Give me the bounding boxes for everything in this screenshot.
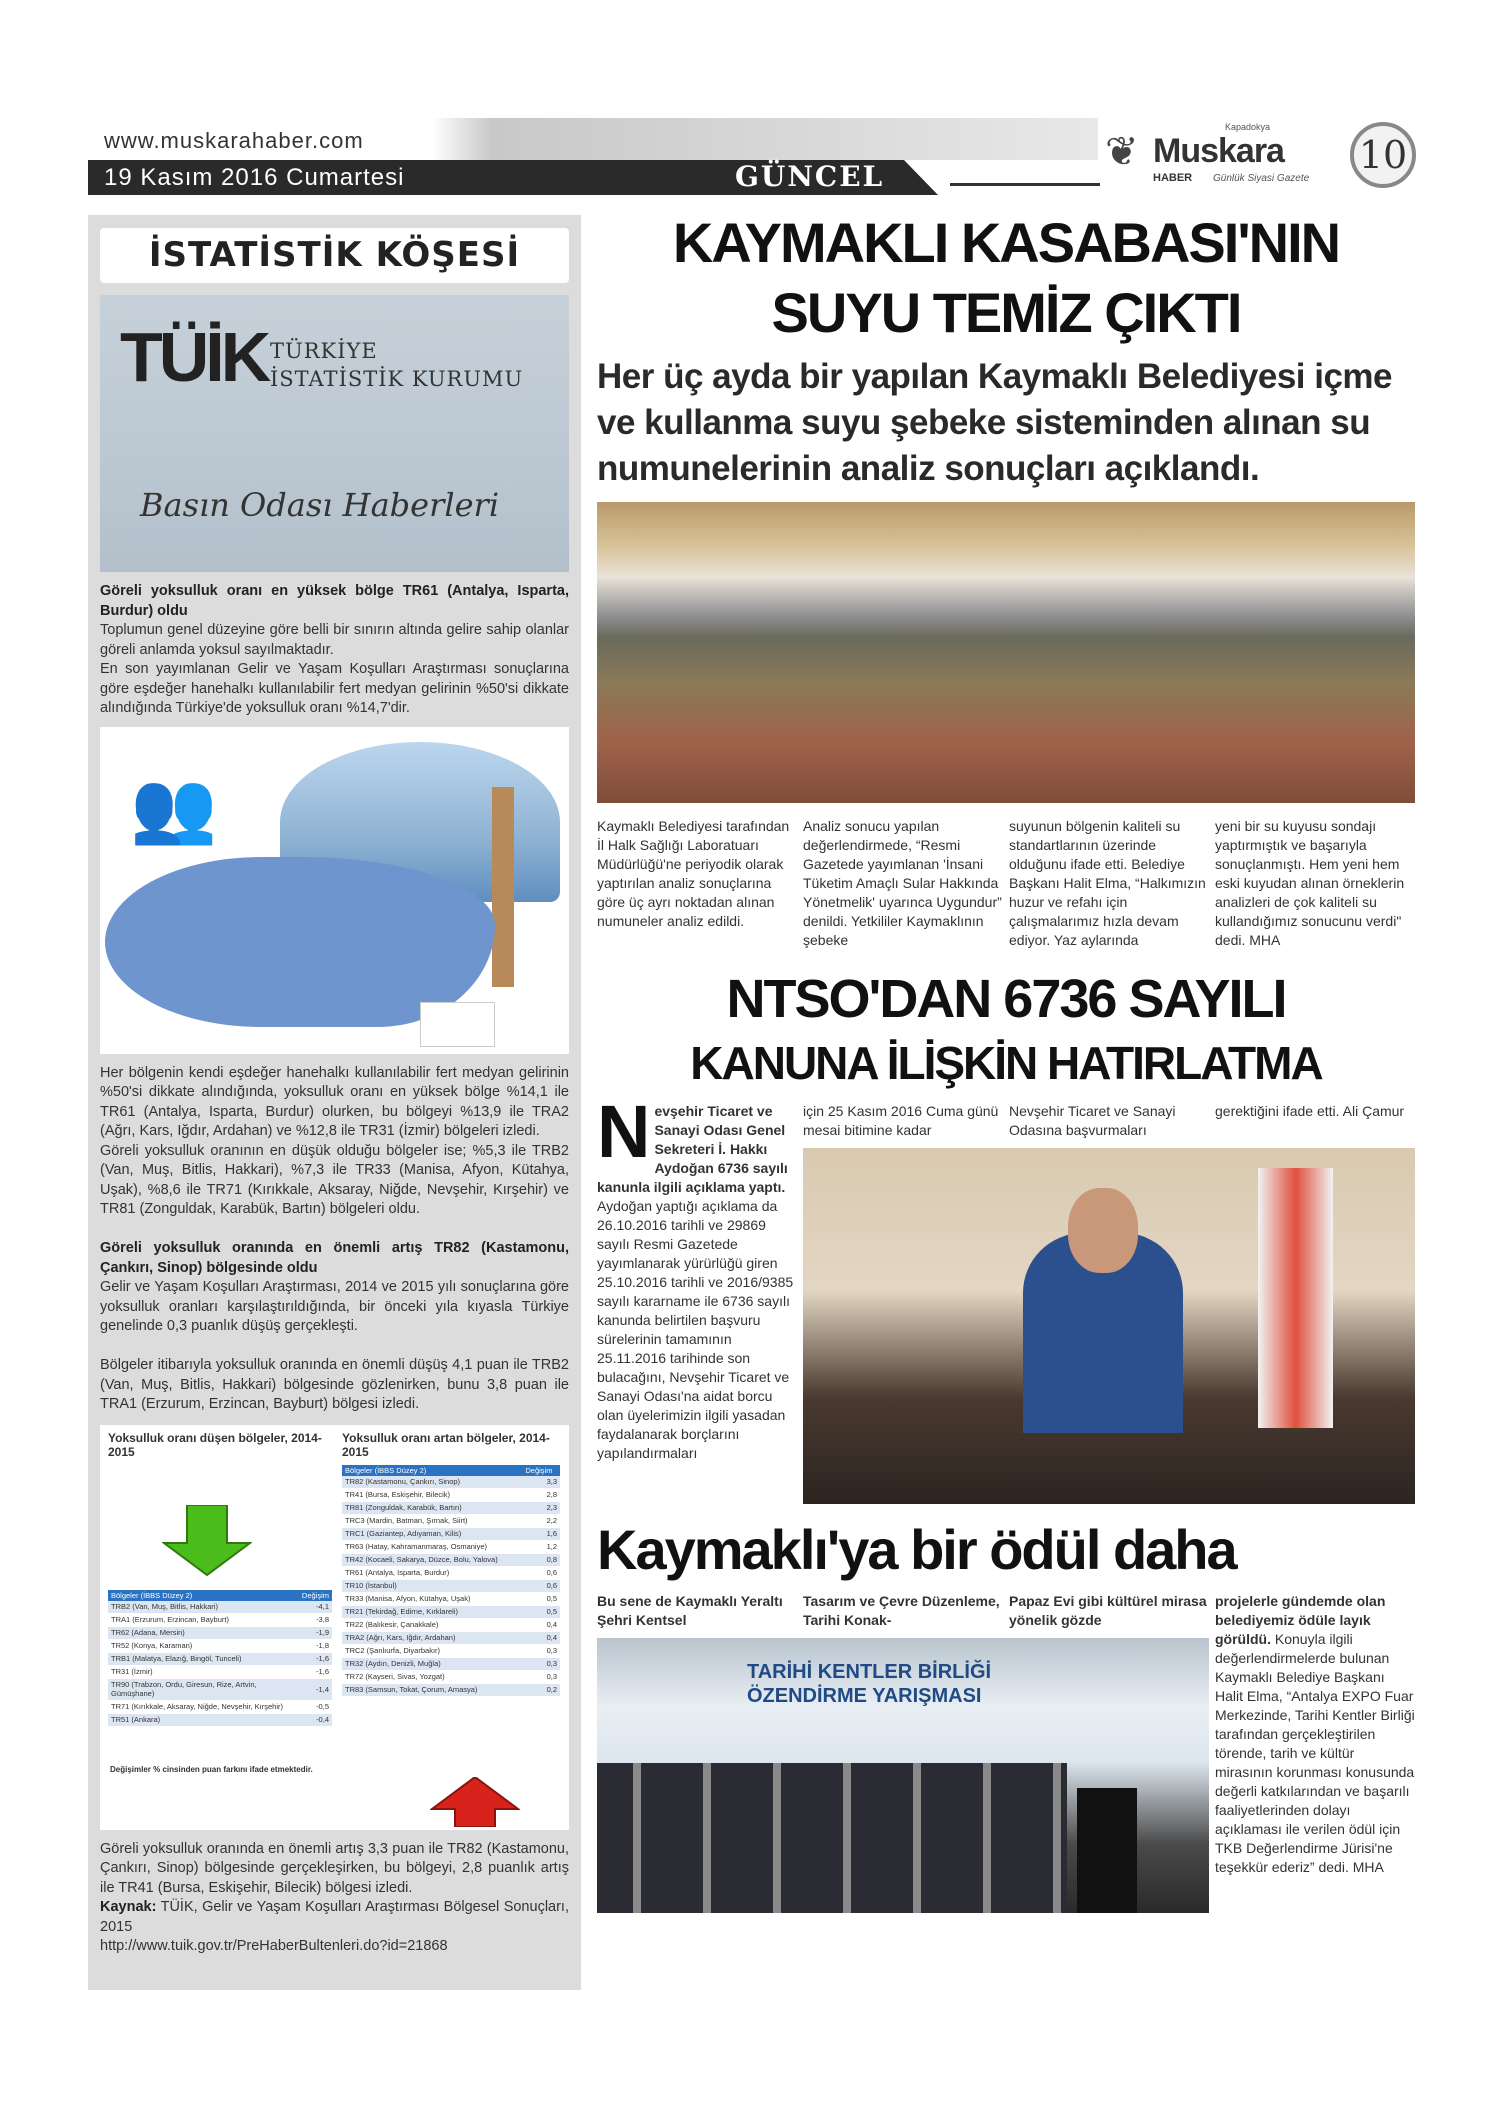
subheadline: Her üç ayda bir yapılan Kaymaklı Belediyesi içme ve kullanma suyu şebeke sisteminden alınan su numunelerinin analiz sonuçları açıklandı. (597, 357, 1393, 488)
region-cell: TR71 (Kırıkkale, Aksaray, Niğde, Nevşehir, Kırşehir) (108, 1700, 299, 1713)
region-cell: TR63 (Hatay, Kahramanmaraş, Osmaniye) (342, 1540, 522, 1553)
change-cell: -1,4 (299, 1678, 332, 1700)
region-cell: TRC3 (Mardin, Batman, Şırnak, Siirt) (342, 1514, 522, 1527)
erciyes-mountain-photo (597, 502, 1415, 803)
table-row (108, 1639, 332, 1652)
change-cell: -1,6 (299, 1652, 332, 1665)
region-cell: TR52 (Konya, Karaman) (108, 1639, 299, 1652)
table-row (108, 1613, 332, 1626)
table-row (342, 1644, 560, 1657)
site-url[interactable]: www.muskarahaber.com (104, 128, 364, 153)
tuik-name-line: İSTATİSTİK KURUMU (270, 367, 524, 391)
table-row (342, 1476, 560, 1489)
poverty-change-tables (100, 1425, 569, 1830)
region-cell: TR81 (Zonguldak, Karabük, Bartın) (342, 1501, 522, 1514)
change-cell: 2,3 (522, 1501, 560, 1514)
tuik-logo: TÜİK (120, 318, 268, 396)
podium (1077, 1788, 1137, 1913)
region-cell: TRC1 (Gaziantep, Adıyaman, Kilis) (342, 1527, 522, 1540)
region-cell: TRB2 (Van, Muş, Bitlis, Hakkari) (108, 1601, 299, 1614)
flag (1258, 1168, 1333, 1428)
headline: KAYMAKLI KASABASI'NIN (672, 211, 1340, 274)
change-cell: 1,2 (522, 1540, 560, 1553)
logo-brand: Muskara (1153, 132, 1284, 170)
headline: Kaymaklı'ya bir ödül daha (597, 1518, 1236, 1581)
main-articles (597, 208, 1415, 1913)
table-row (108, 1700, 332, 1713)
table-row (108, 1713, 332, 1726)
region-cell: TRB1 (Malatya, Elazığ, Bingöl, Tunceli) (108, 1652, 299, 1665)
tuik-name (270, 337, 523, 393)
article-column: Nevşehir Ticaret ve Sanayi Odasına başvurmaları (1009, 1103, 1176, 1138)
table-row (342, 1514, 560, 1527)
column-header: Değişim (522, 1465, 560, 1476)
table-row (342, 1657, 560, 1670)
article-column: Bu sene de Kaymaklı Yeraltı Şehri Kentsel (597, 1593, 783, 1628)
region-cell: TR82 (Kastamonu, Çankırı, Sinop) (342, 1476, 522, 1489)
paragraph-text: En son yayımlanan Gelir ve Yaşam Koşulları Araştırması sonuçlarına göre eşdeğer hanehalkı kullanılabilir fert medyan gelirinin %50'si dikkate alındığında Türkiye'de yoksulluk oranı %14,7'dir. (100, 661, 569, 716)
table-row (342, 1670, 560, 1683)
divider (950, 183, 1100, 186)
issue-date: 19 Kasım 2016 Cumartesi (104, 164, 405, 191)
paragraph-text: Bölgeler itibarıyla yoksulluk oranında en önemli düşüş 4,1 puan ile TRB2 (Van, Muş, Bitlis, Hakkari) bölgesinde gözlenirken, bunu 3,8 puan ile TRA1 (Erzurum, Erzincan, Bayburt) bölgesi izledi. (100, 1357, 569, 1412)
tuik-banner-image (100, 295, 569, 572)
table-row (108, 1652, 332, 1665)
change-cell: 0,5 (522, 1605, 560, 1618)
article-column: gerektiğini ifade etti. Ali Çamur (1215, 1103, 1405, 1119)
region-cell: TR51 (Ankara) (108, 1713, 299, 1726)
award-ceremony-photo (597, 1638, 1209, 1913)
change-cell: 0,4 (522, 1618, 560, 1631)
region-cell: TRC2 (Şanlıurfa, Diyarbakır) (342, 1644, 522, 1657)
column-header: Bölgeler (İBBS Düzey 2) (342, 1465, 522, 1476)
change-cell: 2,2 (522, 1514, 560, 1527)
body-text: Konuyla ilgili değerlendirmelerde bulunan Kaymaklı Belediye Başkanı Halit Elma, “Antalya EXPO Fuar Merkezinde, Tarihi Kentler Birliği tarafından gerçekleştirilen törende, tarih ve kültür mirasının korunması konusunda değerli katkılarından ve başarılı faaliyetlerinden dolayı açıklaması ile verilen ödül için TKB Değerlendirme Jürisi'ne teşekkür ederiz” dedi. MHA (1215, 1631, 1415, 1875)
table-row (342, 1592, 560, 1605)
tuik-name-line: TÜRKİYE (270, 339, 378, 363)
logo-swirl-icon: ❦ (1105, 130, 1139, 174)
paragraph-text: Her bölgenin kendi eşdeğer hanehalkı kullanılabilir fert medyan gelirinin %50'si dikkate alındığında, yoksulluk oranı en yüksek bölge %14,1 ile TR61 (Antalya, Isparta, Burdur) olurken, bu bölgeyi %13,9 ile TRA2 (Ağrı, Kars, Iğdır, Ardahan) ve %12,8 ile TR31 (İzmir) bölgeleri izledi. (100, 1064, 569, 1139)
green-down-arrow-icon (162, 1505, 252, 1577)
source-link[interactable]: http://www.tuik.gov.tr/PreHaberBultenleri.do?id=21868 (100, 1938, 448, 1954)
drop-cap: N (597, 1090, 651, 1173)
article-column: Tasarım ve Çevre Düzenleme, Tarihi Konak- (803, 1593, 1000, 1628)
article-column: Kaymaklı Belediyesi tarafından İl Halk Sağlığı Laboratuarı Müdürlüğü'ne periyodik olarak yaptırılan analiz sonuçlarına göre üç ayrı noktadan alınan numuneler analiz edildi. (597, 818, 790, 929)
body-text: Aydoğan yaptığı açıklama da 26.10.2016 tarihli ve 29869 sayılı Resmi Gazetede yayımlanarak yürürlüğü giren 25.10.2016 tarihli ve 2016/9385 sayılı kararname ile 6736 sayılı kanunda belirtilen başvuru sürelerinin tamamının 25.11.2016 tarihinde son bulacağını, Nevşehir Ticaret ve Sanayi Odası'na aidat borcu olan üyelerimizin ilgili yasadan faydalanarak borçlarını yapılandırmaları (597, 1198, 794, 1461)
sidebar-paragraph (100, 1840, 569, 1957)
table-row (342, 1501, 560, 1514)
table-row (342, 1527, 560, 1540)
photo-banner-text: TARİHİ KENTLER BİRLİĞİ ÖZENDİRME YARIŞMASI (747, 1661, 992, 1707)
change-cell: 0,2 (522, 1683, 560, 1696)
people-group (597, 1763, 1067, 1913)
change-cell: -1,9 (299, 1626, 332, 1639)
page-number: 10 (1350, 122, 1416, 188)
region-cell: TR83 (Samsun, Tokat, Çorum, Amasya) (342, 1683, 522, 1696)
region-cell: TR61 (Antalya, Isparta, Burdur) (342, 1566, 522, 1579)
table-note: Değişimler % cinsinden puan farkını ifade etmektedir. (110, 1764, 313, 1774)
paragraph-text: Toplumun genel düzeyine göre belli bir sınırın altında gelire sahip olanlar göreli anlamda yoksul sayılmaktadır. (100, 622, 569, 658)
tuik-caption: Basın Odası Haberleri (140, 486, 500, 524)
table-row (342, 1488, 560, 1501)
region-cell: TR62 (Adana, Mersin) (108, 1626, 299, 1639)
logo-tagline: Günlük Siyasi Gazete (1213, 173, 1310, 184)
paragraph-title: Göreli yoksulluk oranı en yüksek bölge TR61 (Antalya, Isparta, Burdur) oldu (100, 583, 569, 619)
section-name: GÜNCEL (735, 160, 885, 193)
region-cell: TRA1 (Erzurum, Erzincan, Bayburt) (108, 1613, 299, 1626)
region-cell: TR31 (İzmir) (108, 1665, 299, 1678)
article-column (1215, 1592, 1415, 1913)
lead-text: projelerle gündemde olan belediyemiz ödüle layık görüldü. (1215, 1593, 1386, 1647)
article-column: için 25 Kasım 2016 Cuma günü mesai bitimine kadar (803, 1103, 999, 1138)
statistics-sidebar (88, 215, 581, 1990)
decrease-table (108, 1590, 332, 1727)
change-cell: 0,5 (522, 1592, 560, 1605)
region-cell: TR42 (Kocaeli, Sakarya, Düzce, Bolu, Yalova) (342, 1553, 522, 1566)
table-row (342, 1579, 560, 1592)
table-row (342, 1631, 560, 1644)
column-header: Değişim (299, 1590, 332, 1601)
region-cell: TRA2 (Ağrı, Kars, Iğdır, Ardahan) (342, 1631, 522, 1644)
change-cell: 1,6 (522, 1527, 560, 1540)
table-row (108, 1626, 332, 1639)
article-columns (597, 817, 1415, 950)
change-cell: 3,3 (522, 1476, 560, 1489)
newspaper-logo (1105, 122, 1345, 192)
table-row (108, 1601, 332, 1614)
headline: SUYU TEMİZ ÇIKTI (771, 281, 1241, 344)
change-cell: -1,6 (299, 1665, 332, 1678)
sidebar-paragraph (100, 1064, 569, 1415)
paragraph-title: Göreli yoksulluk oranında en önemli artış TR82 (Kastamonu, Çankırı, Sinop) bölgesinde oldu (100, 1240, 569, 1276)
table-row (342, 1683, 560, 1696)
source-text: TÜİK, Gelir ve Yaşam Koşulları Araştırması Bölgesel Sonuçları, 2015 (100, 1899, 569, 1935)
people-silhouette-icon: 👥 (130, 767, 218, 846)
headline: NTSO'DAN 6736 SAYILI (726, 969, 1286, 1029)
article-column: yeni bir su kuyusu sondajı yaptırmıştık ve başarıyla sonuçlanmıştı. Hem yeni hem eski kuyudan alınan örneklerin analizleri de çok kaliteli su kullandığımız sonucunu verdi" dedi. MHA (1215, 818, 1405, 948)
table-title: Yoksulluk oranı artan bölgeler, 2014-2015 (342, 1430, 550, 1459)
change-cell: -1,8 (299, 1639, 332, 1652)
change-cell: 0,8 (522, 1553, 560, 1566)
paragraph-text: Gelir ve Yaşam Koşulları Araştırması, 2014 ve 2015 yılı sonuçlarına göre yoksulluk oranları karşılaştırıldığında, bir önceki yıla kıyasla Türkiye genelinde 0,3 puanlık düşüş gerçekleşti. (100, 1279, 569, 1334)
official-portrait-photo (803, 1148, 1415, 1504)
table-row (342, 1540, 560, 1553)
logo-top: Kapadokya (1225, 122, 1271, 132)
table-row (108, 1678, 332, 1700)
change-cell: -0,5 (299, 1700, 332, 1713)
article-columns (597, 1592, 1415, 1913)
sidebar-paragraph (100, 582, 569, 719)
region-cell: TR90 (Trabzon, Ordu, Giresun, Rize, Artvin, Gümüşhane) (108, 1678, 299, 1700)
change-cell: 0,4 (522, 1631, 560, 1644)
region-cell: TR22 (Balıkesir, Çanakkale) (342, 1618, 522, 1631)
lead-text: evşehir Ticaret ve Sanayi Odası Genel Sekreteri İ. Hakkı Aydoğan 6736 sayılı kanunla ilgili açıklama yaptı. (597, 1103, 788, 1195)
change-cell: -4,1 (299, 1601, 332, 1614)
change-cell: 2,8 (522, 1488, 560, 1501)
table-row (342, 1553, 560, 1566)
paragraph-text: Göreli yoksulluk oranında en önemli artış 3,3 puan ile TR82 (Kastamonu, Çankırı, Sinop) bölgesinde gerçekleşirken, bu bölgeyi, 2,8 puanlık artış ile TR41 (Bursa, Eskişehir, Bilecik) bölgesi izledi. (100, 1840, 569, 1896)
article-column: suyunun bölgenin kaliteli su standartlarının üzerinde olduğunu ifade etti. Belediye Başkanı Halit Elma, “Halkımızın huzur ve refahı için çalışmalarımız hızla devam ediyor. Yaz aylarında (1009, 818, 1206, 948)
red-up-arrow-icon (430, 1777, 520, 1827)
increase-table (342, 1465, 560, 1697)
change-cell: -3,8 (299, 1613, 332, 1626)
article-lead-column (597, 1090, 797, 1504)
table-title: Yoksulluk oranı düşen bölgeler, 2014-2015 (108, 1430, 322, 1459)
article-column: Papaz Evi gibi kültürel mirasa yönelik gözde (1009, 1593, 1207, 1628)
headline: KANUNA İLİŞKİN HATIRLATMA (690, 1037, 1322, 1089)
change-cell: 0,3 (522, 1657, 560, 1670)
article-column: Analiz sonucu yapılan değerlendirmede, “Resmi Gazetede yayımlanan 'İnsani Tüketim Amaçlı Sular Hakkında Yönetmelik' uyarınca Uygundur” denildi. Yetkililer Kaymaklının şebeke (803, 818, 1002, 948)
region-cell: TR21 (Tekirdağ, Edirne, Kırklareli) (342, 1605, 522, 1618)
region-cell: TR32 (Aydın, Denizli, Muğla) (342, 1657, 522, 1670)
region-cell: TR72 (Kayseri, Sivas, Yozgat) (342, 1670, 522, 1683)
logo-bottom: HABER (1153, 172, 1193, 184)
minaret (492, 787, 514, 987)
paragraph-text: Göreli yoksulluk oranının en düşük olduğu bölgeler ise; %5,3 ile TRB2 (Van, Muş, Bitlis, Hakkari), %7,3 ile TR33 (Manisa, Afyon, Kütahya, Uşak), %8,6 ile TR71 (Kırıkkale, Aksaray, Niğde, Nevşehir, Kırşehir) ve TR81 (Zonguldak, Karabük, Bartın) bölgeleri oldu. (100, 1142, 569, 1217)
sidebar-title: İSTATİSTİK KÖŞESİ (100, 228, 569, 283)
poverty-map-image (100, 727, 569, 1054)
change-cell: 0,6 (522, 1579, 560, 1592)
source-label: Kaynak: (100, 1899, 157, 1915)
change-cell: 0,3 (522, 1670, 560, 1683)
table-row (342, 1605, 560, 1618)
map-legend (420, 1002, 495, 1047)
table-row (342, 1566, 560, 1579)
person-head (1068, 1188, 1138, 1273)
change-cell: -0,4 (299, 1713, 332, 1726)
article-columns (597, 1090, 1415, 1504)
change-cell: 0,3 (522, 1644, 560, 1657)
region-cell: TR41 (Bursa, Eskişehir, Bilecik) (342, 1488, 522, 1501)
column-header: Bölgeler (İBBS Düzey 2) (108, 1590, 299, 1601)
region-cell: TR10 (İstanbul) (342, 1579, 522, 1592)
table-row (108, 1665, 332, 1678)
table-row (342, 1618, 560, 1631)
region-cell: TR33 (Manisa, Afyon, Kütahya, Uşak) (342, 1592, 522, 1605)
change-cell: 0,6 (522, 1566, 560, 1579)
